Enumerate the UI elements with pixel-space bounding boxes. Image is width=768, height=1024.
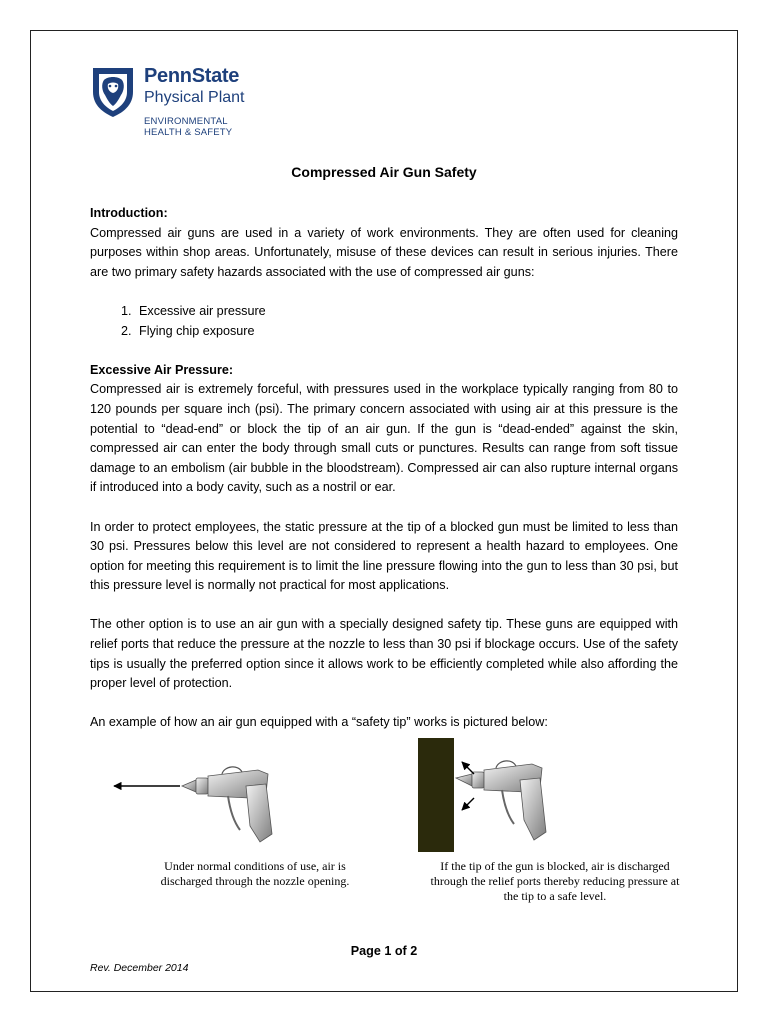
pennstate-logo <box>90 64 290 144</box>
introduction-paragraph: Compressed air guns are used in a variety of work environments. They are often used for cleaning purposes within shop areas. Unfortunately, misuse of these devices can result in serious injuries. There are two primary safety hazards associated with the use of compressed air guns: <box>90 225 678 279</box>
nittany-lion-shield-icon <box>90 66 136 118</box>
document-body <box>90 204 678 733</box>
pressure-paragraph-3: The other option is to use an air gun with a specially designed safety tip. These guns are equipped with relief ports that reduce the pressure at the nozzle to less than 30 psi if blockage occurs. Use of the safety tips is usually the preferred option since it allows work to be efficiently completed while also affording the proper level of protection. <box>90 617 678 691</box>
department-line-1: ENVIRONMENTAL <box>144 116 228 127</box>
caption-normal-use: Under normal conditions of use, air is discharged through the nozzle opening. <box>160 859 350 888</box>
logo-department <box>144 116 232 138</box>
relief-port-arrow-up-icon <box>462 762 474 774</box>
blocking-surface <box>418 738 454 852</box>
pressure-paragraph-2: In order to protect employees, the static pressure at the tip of a blocked gun must be limited to less than 30 psi. Pressures below this level are not considered to represent a health hazard to employees. One option for meeting this requirement is to limit the line pressure flowing into the gun to less than 30 psi, but this pressure level is normally not practical for most applications. <box>90 519 678 593</box>
logo-unit: Physical Plant <box>144 89 245 106</box>
air-gun-figure <box>100 734 680 852</box>
excessive-pressure-heading: Excessive Air Pressure: <box>90 362 234 377</box>
hazard-item: 2. Flying chip exposure <box>135 322 678 342</box>
hazard-item: 1. Excessive air pressure <box>135 302 678 322</box>
logo-brand: PennState <box>144 65 240 87</box>
relief-port-arrow-down-icon <box>462 798 474 810</box>
document-title: Compressed Air Gun Safety <box>291 164 477 180</box>
department-line-2: HEALTH & SAFETY <box>144 127 233 138</box>
introduction-heading: Introduction: <box>90 206 168 220</box>
page-number: Page 1 of 2 <box>350 944 418 958</box>
pressure-paragraph-1: Compressed air is extremely forceful, with pressures used in the workplace typically ranging from 80 to 120 pounds per square inch (psi). The primary concern associated with using air at this pressure is the potential to “dead-end” or block the tip of an air gun. If the gun is “dead-ended” against the skin, compressed air can enter the body through small cuts or punctures. Results can range from soft tissue damage to an embolism (air bubble in the bloodstream). Compressed air can also rupture internal organs if introduced into a body cavity, such as a nostril or ear. <box>90 382 678 495</box>
caption-blocked-tip: If the tip of the gun is blocked, air is discharged through the relief ports thereby reducing pressure at the tip to a safe level. <box>430 859 680 903</box>
hazard-list <box>90 302 678 341</box>
revision-date: Rev. December 2014 <box>90 962 189 974</box>
air-gun-normal-icon <box>182 767 272 842</box>
example-lead: An example of how an air gun equipped with a “safety tip” works is pictured below: <box>90 715 548 730</box>
air-gun-blocked-icon <box>456 761 546 840</box>
